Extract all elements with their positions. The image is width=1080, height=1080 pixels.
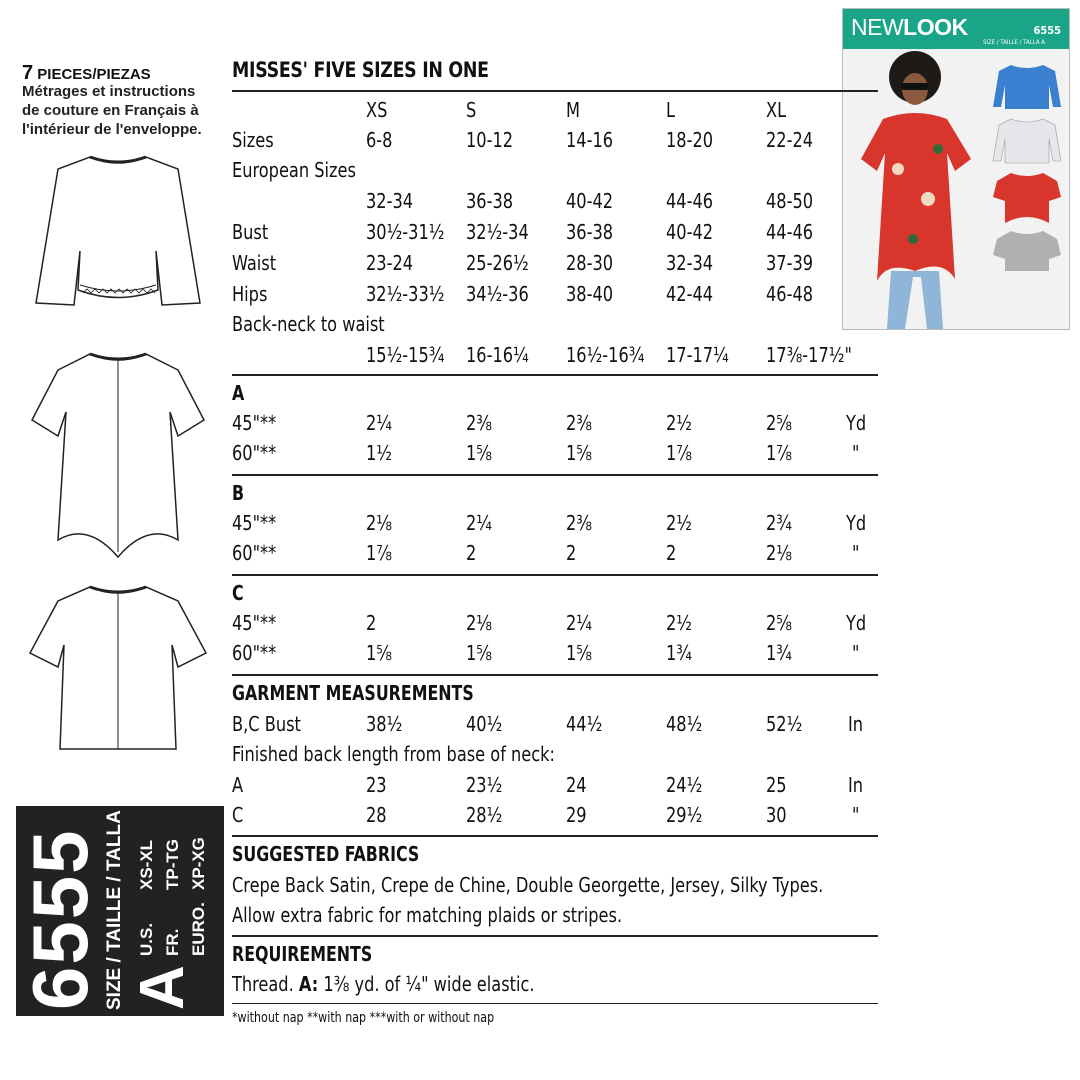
size-label-xs: XS — [366, 98, 388, 122]
pieces-count: 7 PIECES/PIEZAS — [22, 62, 151, 84]
cell: 1⅞ — [766, 441, 793, 465]
cell: 40-42 — [566, 189, 614, 213]
row-label: C — [232, 803, 244, 827]
row-label: Waist — [232, 251, 277, 275]
cell: 48½ — [666, 712, 703, 736]
cell: 40½ — [466, 712, 503, 736]
cell: 29 — [566, 803, 587, 827]
cell: 46-48 — [766, 282, 814, 306]
fabrics-line-2: Allow extra fabric for matching plaids or stripes. — [232, 903, 623, 927]
cell: 2⅛ — [366, 511, 393, 535]
cell: 44-46 — [766, 220, 814, 244]
cell: 25 — [766, 773, 787, 797]
cell: 38-40 — [566, 282, 614, 306]
cell: 2¾ — [766, 511, 793, 535]
row-label: 60"** — [232, 441, 277, 465]
unit: In — [848, 773, 864, 797]
cell: 32-34 — [666, 251, 714, 275]
cell: 2⅜ — [466, 411, 493, 435]
cell: 1⅝ — [466, 641, 493, 665]
cell: 32½-34 — [466, 220, 529, 244]
cell: 48-50 — [766, 189, 814, 213]
unit: Yd — [846, 511, 867, 535]
cover-pattern-number: 6555 — [1033, 24, 1061, 37]
unit: " — [852, 641, 860, 665]
size-label-s: S — [466, 98, 477, 122]
cell: 2⅝ — [766, 411, 793, 435]
cell: 16½-16¾ — [566, 343, 645, 367]
cell: 6-8 — [366, 128, 393, 152]
cell: 36-38 — [566, 220, 614, 244]
cell: 24½ — [666, 773, 703, 797]
view-a-sketch — [28, 155, 208, 315]
cell: 25-26½ — [466, 251, 529, 275]
row-label: Sizes — [232, 128, 274, 152]
cell: 22-24 — [766, 128, 814, 152]
cell: 1⅞ — [666, 441, 693, 465]
cell: 34½-36 — [466, 282, 529, 306]
cell: 36-38 — [466, 189, 514, 213]
divider — [232, 935, 878, 937]
cover-thumbnail — [842, 8, 1070, 330]
cell: 10-12 — [466, 128, 514, 152]
size-box — [16, 806, 224, 1016]
cell: 30½-31½ — [366, 220, 445, 244]
view-b-sketch — [28, 352, 208, 567]
divider — [232, 835, 878, 837]
cell: 28-30 — [566, 251, 614, 275]
view-c-heading: C — [232, 581, 244, 605]
row-label: Hips — [232, 282, 268, 306]
pattern-number: 6555 — [16, 828, 104, 1010]
cell: 2½ — [666, 411, 693, 435]
size-label-m: M — [566, 98, 580, 122]
row-label: 60"** — [232, 541, 277, 565]
cell: 1⅝ — [366, 641, 393, 665]
cell: 15½-15¾ — [366, 343, 445, 367]
cell: 18-20 — [666, 128, 714, 152]
cell: 30 — [766, 803, 787, 827]
size-label-list: U.S. FR. EURO. — [137, 902, 208, 956]
cell: 1¾ — [666, 641, 693, 665]
row-label: A — [232, 773, 244, 797]
cell: 42-44 — [666, 282, 714, 306]
divider — [232, 674, 878, 676]
fabrics-heading: SUGGESTED FABRICS — [232, 842, 420, 866]
divider — [232, 574, 878, 576]
row-label: Bust — [232, 220, 269, 244]
cell: 40-42 — [666, 220, 714, 244]
cell: 14-16 — [566, 128, 614, 152]
cell: 1⅝ — [566, 641, 593, 665]
row-label: Back-neck to waist — [232, 312, 385, 336]
size-letter: A — [128, 965, 197, 1010]
cell: 52½ — [766, 712, 803, 736]
brand-logo: NEWLOOK — [851, 14, 968, 40]
cell: 2¼ — [366, 411, 393, 435]
cell: 1⅞ — [366, 541, 393, 565]
cell: 32½-33½ — [366, 282, 445, 306]
cell: 2⅛ — [466, 611, 493, 635]
row-label: B,C Bust — [232, 712, 301, 736]
footnote: *without nap **with nap ***with or without nap — [232, 1010, 495, 1026]
unit: " — [852, 441, 860, 465]
view-swatches — [991, 61, 1063, 271]
row-label: 45"** — [232, 611, 277, 635]
cell: 2 — [366, 611, 377, 635]
garment-heading: GARMENT MEASUREMENTS — [232, 681, 474, 705]
cell: 37-39 — [766, 251, 814, 275]
cell: 2½ — [666, 611, 693, 635]
view-c-sketch — [28, 585, 208, 755]
cell: 23½ — [466, 773, 503, 797]
cell: 2¼ — [466, 511, 493, 535]
divider — [232, 474, 878, 476]
cell: 2¼ — [566, 611, 593, 635]
divider — [232, 374, 878, 376]
cell: 32-34 — [366, 189, 414, 213]
table-title: MISSES' FIVE SIZES IN ONE — [232, 58, 489, 82]
cell: 2 — [666, 541, 677, 565]
cell: 1¾ — [766, 641, 793, 665]
cell: 28½ — [466, 803, 503, 827]
cell: 2⅜ — [566, 511, 593, 535]
cell: 2⅛ — [766, 541, 793, 565]
cell: 16-16¼ — [466, 343, 529, 367]
view-b-heading: B — [232, 481, 245, 505]
cell: 23-24 — [366, 251, 414, 275]
requirements-text: Thread. A: 1⅜ yd. of ¼" wide elastic. — [232, 972, 535, 996]
row-label: 45"** — [232, 511, 277, 535]
cell: 44-46 — [666, 189, 714, 213]
cell: 44½ — [566, 712, 603, 736]
size-line: SIZE / TAILLE / TALLA — [104, 810, 125, 1010]
divider — [232, 1003, 878, 1004]
size-label-l: L — [666, 98, 676, 122]
divider — [232, 90, 878, 92]
cell: 2⅝ — [766, 611, 793, 635]
row-label: 60"** — [232, 641, 277, 665]
cell: 1⅝ — [566, 441, 593, 465]
cell: 23 — [366, 773, 387, 797]
cell: 17-17¼ — [666, 343, 729, 367]
unit: " — [852, 803, 860, 827]
cell: 1½ — [366, 441, 393, 465]
cell: 2 — [466, 541, 477, 565]
cell: 28 — [366, 803, 387, 827]
cell: 38½ — [366, 712, 403, 736]
size-range-list: XS-XL TP-TG XP-XG — [137, 837, 208, 890]
cell: 2 — [566, 541, 577, 565]
french-note: Métrages et instructions de couture en Français à l'intérieur de l'enveloppe. — [22, 83, 202, 138]
cover-size-text: SIZE / TAILLE / TALLA A — [983, 39, 1045, 46]
unit: In — [848, 712, 864, 736]
size-label-xl: XL — [766, 98, 787, 122]
row-label: 45"** — [232, 411, 277, 435]
row-label: European Sizes — [232, 158, 356, 182]
length-heading: Finished back length from base of neck: — [232, 742, 556, 766]
cell: 24 — [566, 773, 587, 797]
cell: 1⅝ — [466, 441, 493, 465]
unit: " — [852, 541, 860, 565]
cell: 17⅜-17½" — [766, 343, 852, 367]
fabrics-line-1: Crepe Back Satin, Crepe de Chine, Double Georgette, Jersey, Silky Types. — [232, 873, 824, 897]
cell: 29½ — [666, 803, 703, 827]
cell: 2⅜ — [566, 411, 593, 435]
unit: Yd — [846, 411, 867, 435]
unit: Yd — [846, 611, 867, 635]
requirements-heading: REQUIREMENTS — [232, 942, 373, 966]
cell: 2½ — [666, 511, 693, 535]
view-a-heading: A — [232, 381, 245, 405]
